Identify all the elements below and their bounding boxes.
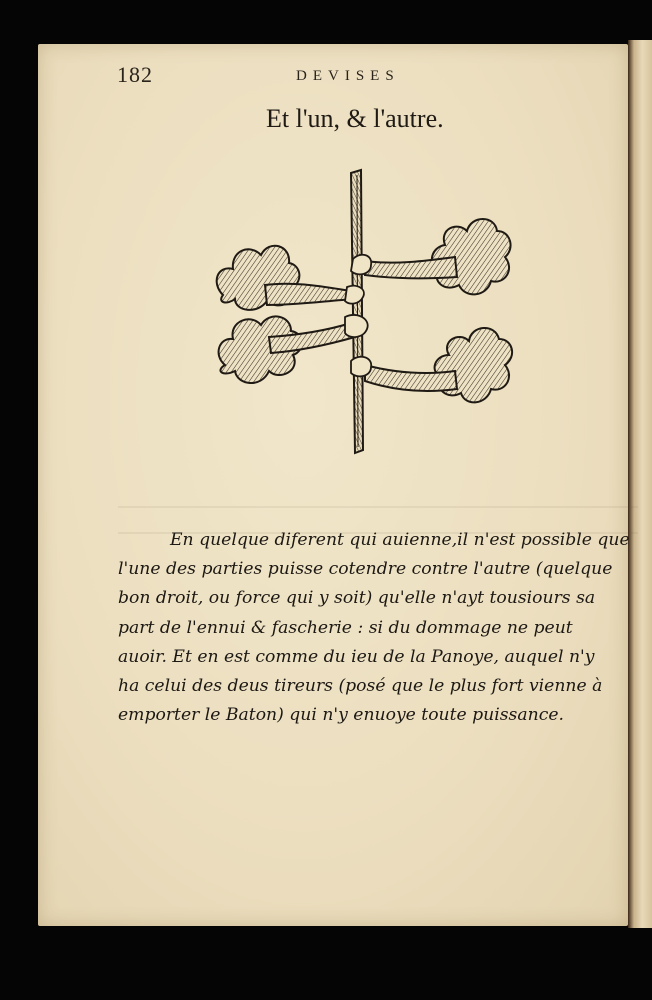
facing-page-edge xyxy=(628,40,652,928)
commentary-line: En quelque diferent qui auienne,il n'est possible que xyxy=(170,530,630,550)
commentary-line: l'une des parties puisse cotendre contre l'autre (quelque xyxy=(118,559,613,580)
page-number: 182 xyxy=(117,62,153,87)
commentary-line: part de l'ennui & fascherie : si du dommage ne peut xyxy=(118,617,573,638)
running-head: DEVISES xyxy=(296,68,400,84)
emblem-title: Et l'un, & l'autre. xyxy=(266,104,444,133)
arm-upper-left xyxy=(265,284,364,305)
cloud-lower-right xyxy=(435,328,513,402)
commentary-line: emporter le Baton) qui n'y enuoye toute puissance. xyxy=(118,705,564,726)
four-hands-gripping-staff-icon xyxy=(205,165,515,460)
commentary-line: ha celui des deus tireurs (posé que le plus fort vienne à xyxy=(118,676,603,697)
commentary-line: bon droit, ou force qui y soit) qu'elle n'ayt tousiours sa xyxy=(118,588,596,609)
arm-upper-right xyxy=(351,255,457,279)
staff xyxy=(351,170,363,453)
cloud-upper-right xyxy=(432,219,511,294)
emblem-commentary xyxy=(118,526,630,730)
commentary-line: auoir. Et en est comme du ieu de la Panoye, auquel n'y xyxy=(118,646,595,667)
